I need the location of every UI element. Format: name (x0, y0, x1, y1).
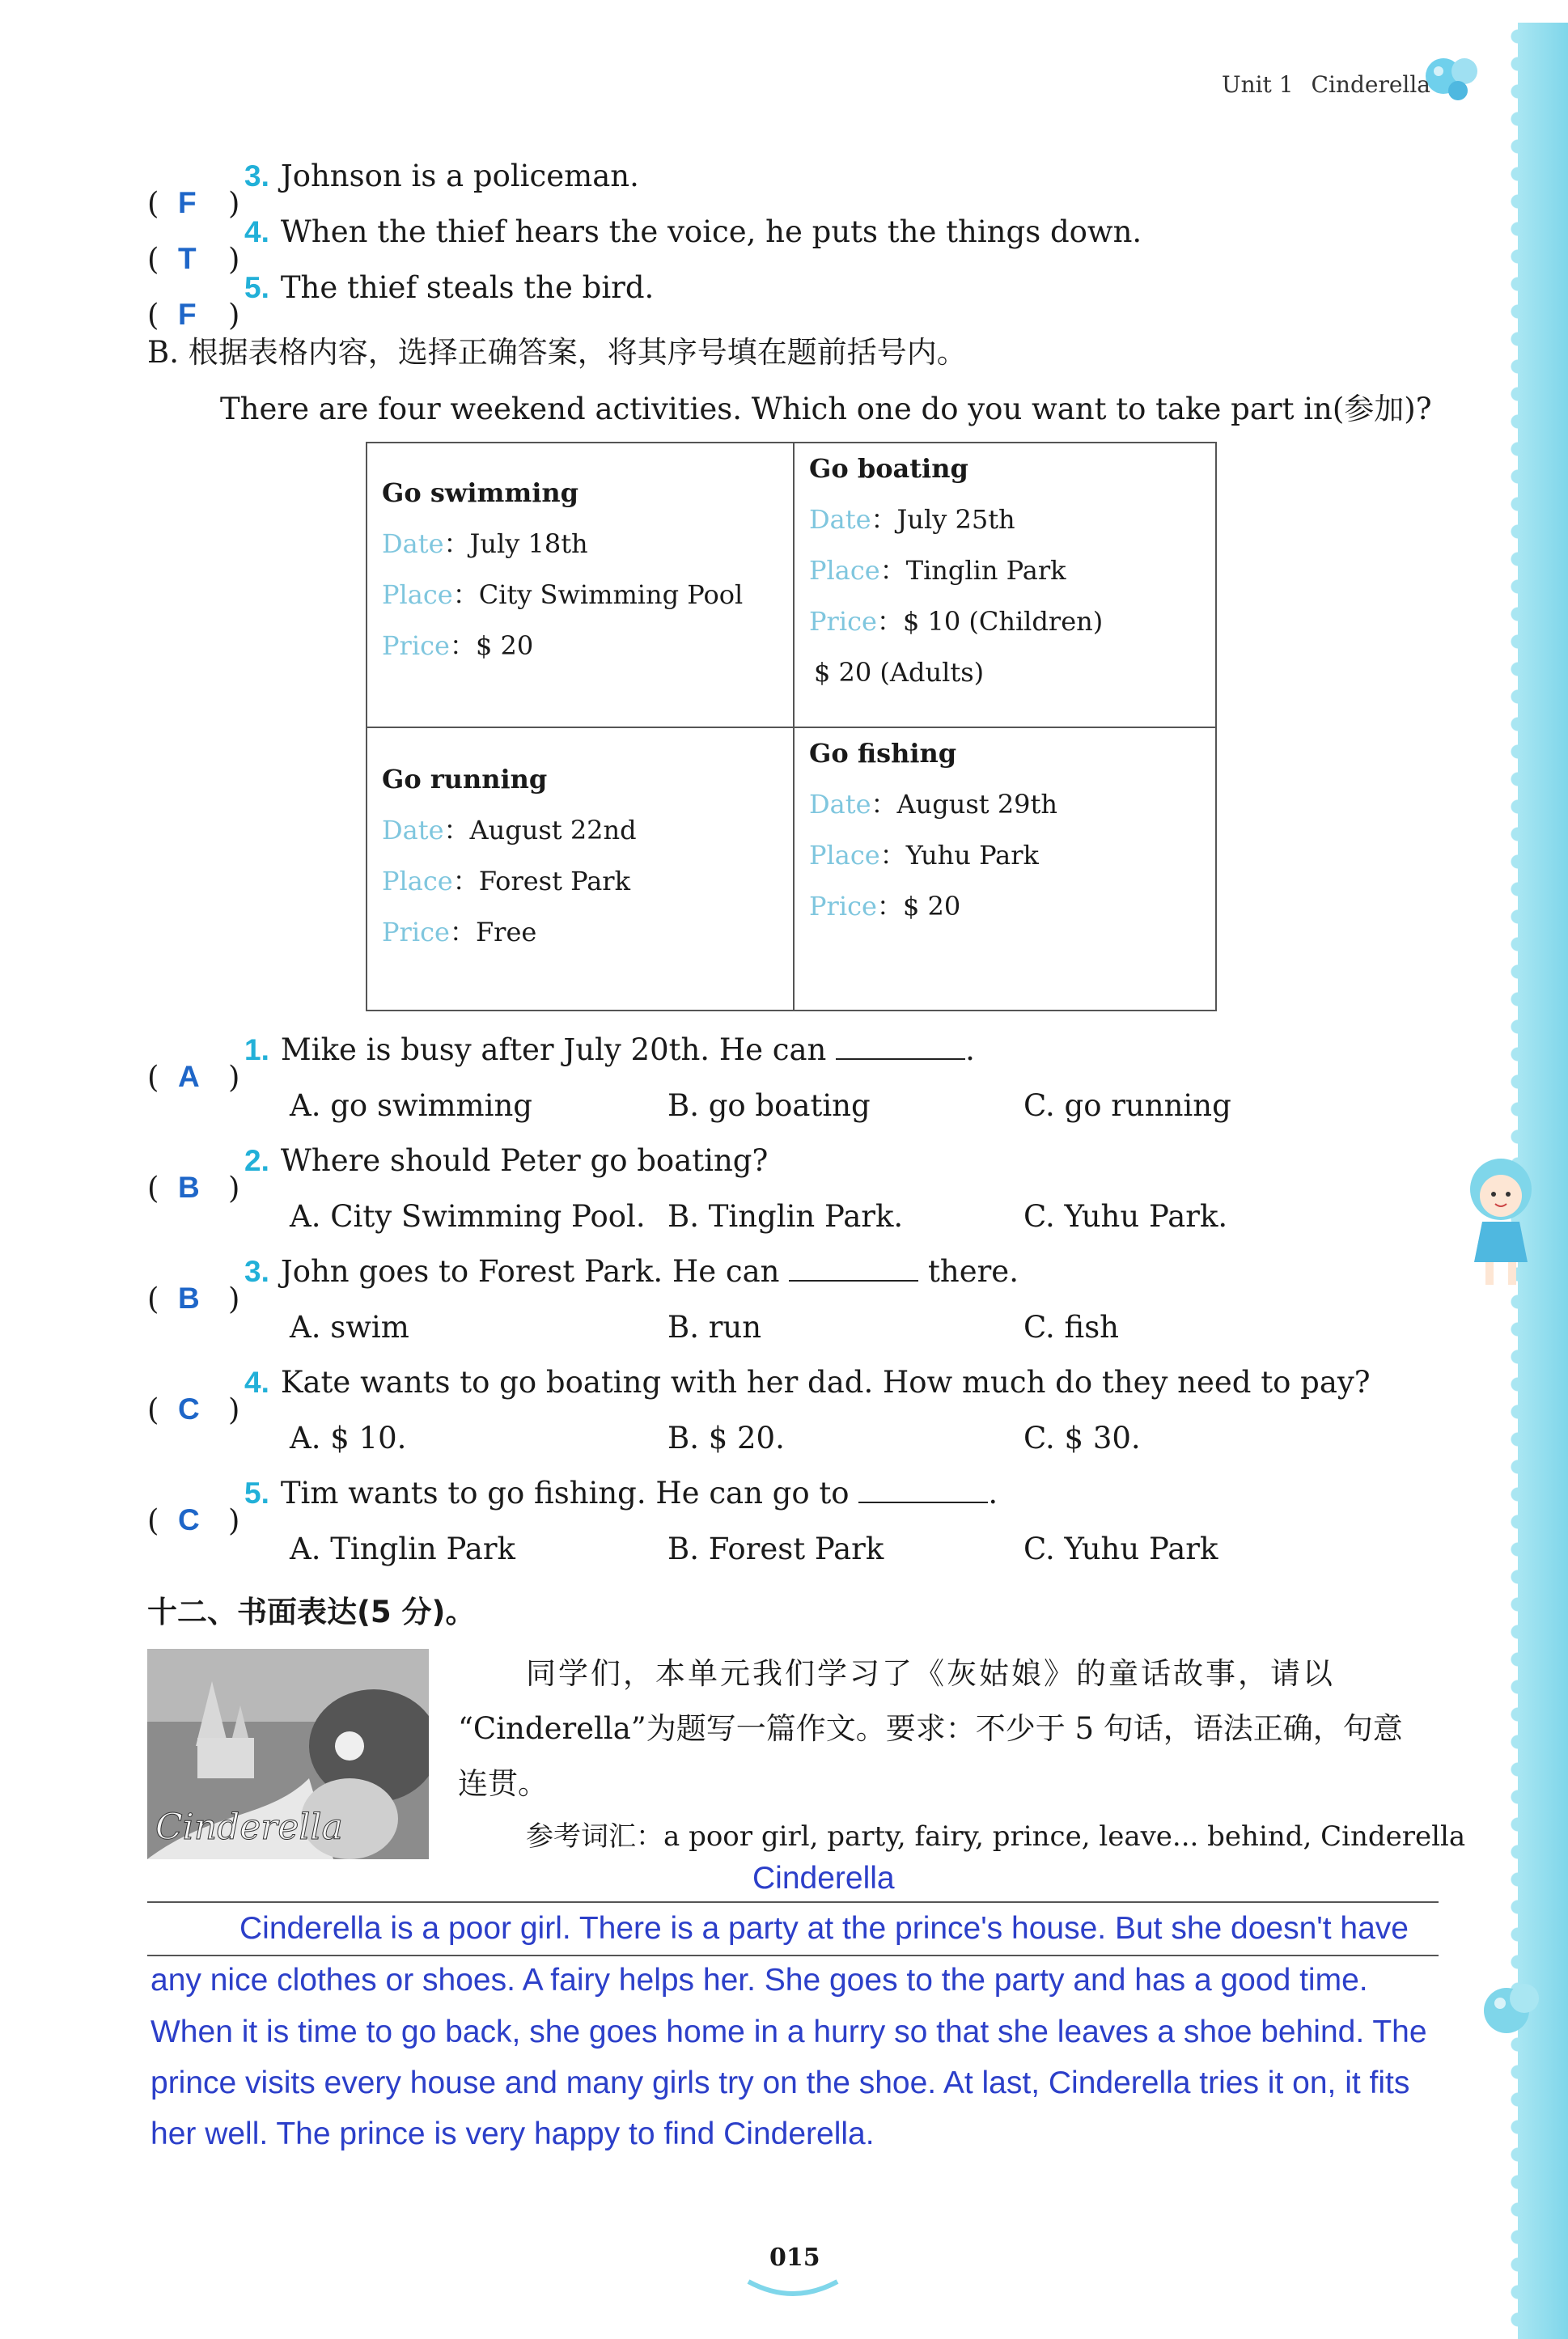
cartoon-girl-icon (1456, 1149, 1545, 1295)
essay-line-4: prince visits every house and many girls try on the shoe. At last, Cinderella tries it on, it fits (150, 2066, 1410, 2100)
essay-line-3: When it is time to go back, she goes home in a hurry so that she leaves a shoe behind. The (150, 2015, 1427, 2049)
tf-item-4: ( T ) 4. When the thief hears the voice, he puts the things down. (147, 214, 1142, 277)
mc-5-option-a: A. Tinglin Park (290, 1532, 515, 1566)
mc-4-option-b: B. $ 20. (667, 1421, 785, 1456)
essay-rule-2 (147, 1955, 1439, 1956)
mc-item-2: ( B ) 2. Where should Peter go boating? (147, 1143, 769, 1206)
writing-prompt-2: “Cinderella”为题写一篇作文。要求：不少于 5 句话，语法正确，句意 (458, 1711, 1403, 1746)
section-b-instruction: B. 根据表格内容，选择正确答案，将其序号填在题前括号内。 (147, 335, 967, 370)
essay-line-2: any nice clothes or shoes. A fairy helps her. She goes to the party and has a good time. (150, 1963, 1368, 1998)
page-number-swoosh-icon (744, 2278, 841, 2302)
mc-4-option-a: A. $ 10. (290, 1421, 407, 1456)
mc-item-1: ( A ) 1. Mike is busy after July 20th. He can . (147, 1032, 975, 1095)
writing-prompt-3: 连贯。 (458, 1766, 548, 1801)
mc-3-option-c: C. fish (1023, 1310, 1120, 1345)
activity-fishing: Go fishing Date：August 29th Place：Yuhu Park Price：$ 20 (809, 738, 1057, 922)
photo-caption: Cinderella (155, 1807, 343, 1848)
activity-boating: Go boating Date：July 25th Place：Tinglin Park Price：$ 10 (Children) $ 20 (Adults) (809, 453, 1104, 688)
page-header (1222, 71, 1430, 98)
page-number: 015 (769, 2244, 820, 2272)
mc-2-option-b: B. Tinglin Park. (667, 1199, 904, 1234)
mc-2-option-a: A. City Swimming Pool. (290, 1199, 646, 1234)
mc-1-option-a: A. go swimming (290, 1088, 532, 1123)
cinderella-picture (147, 1649, 429, 1859)
mc-4-option-c: C. $ 30. (1023, 1421, 1141, 1456)
mc-item-4: ( C ) 4. Kate wants to go boating with her dad. How much do they need to pay? (147, 1365, 1371, 1427)
essay-line-1: Cinderella is a poor girl. There is a party at the prince's house. But she doesn't have (239, 1911, 1409, 1946)
mc-1-option-c: C. go running (1023, 1088, 1231, 1123)
activity-running: Go running Date：August 22nd Place：Forest Park Price：Free (382, 764, 637, 947)
essay-line-5: her well. The prince is very happy to find Cinderella. (150, 2117, 875, 2151)
unit-title: Cinderella (1311, 71, 1430, 98)
essay-title: Cinderella (752, 1861, 895, 1896)
mc-2-option-c: C. Yuhu Park. (1023, 1199, 1228, 1234)
activities-table (366, 442, 1217, 1011)
mc-3-option-a: A. swim (290, 1310, 409, 1345)
tf-item-3: ( F ) 3. Johnson is a policeman. (147, 159, 639, 221)
section-b-intro: There are four weekend activities. Which one do you want to take part in(参加)? (220, 392, 1432, 426)
mc-3-option-b: B. run (667, 1310, 762, 1345)
essay-rule-1 (147, 1901, 1439, 1903)
writing-vocab: 参考词汇：a poor girl, party, fairy, prince, leave... behind, Cinderella (526, 1820, 1466, 1853)
activity-swimming: Go swimming Date：July 18th Place：City Swimming Pool Price：$ 20 (382, 477, 744, 661)
unit-label: Unit 1 (1221, 71, 1294, 98)
tf-item-5: ( F ) 5. The thief steals the bird. (147, 270, 655, 333)
writing-heading: 十二、书面表达(5 分)。 (147, 1595, 476, 1629)
mc-item-5: ( C ) 5. Tim wants to go fishing. He can go to . (147, 1476, 998, 1538)
writing-prompt-1: 同学们，本单元我们学习了《灰姑娘》的童话故事，请以 (526, 1656, 1335, 1691)
mc-item-3: ( B ) 3. John goes to Forest Park. He can there. (147, 1254, 1019, 1316)
mc-5-option-c: C. Yuhu Park (1023, 1532, 1218, 1566)
bubbles-bottom-icon (1474, 1974, 1547, 2047)
mc-5-option-b: B. Forest Park (667, 1532, 884, 1566)
mc-1-option-b: B. go boating (667, 1088, 871, 1123)
